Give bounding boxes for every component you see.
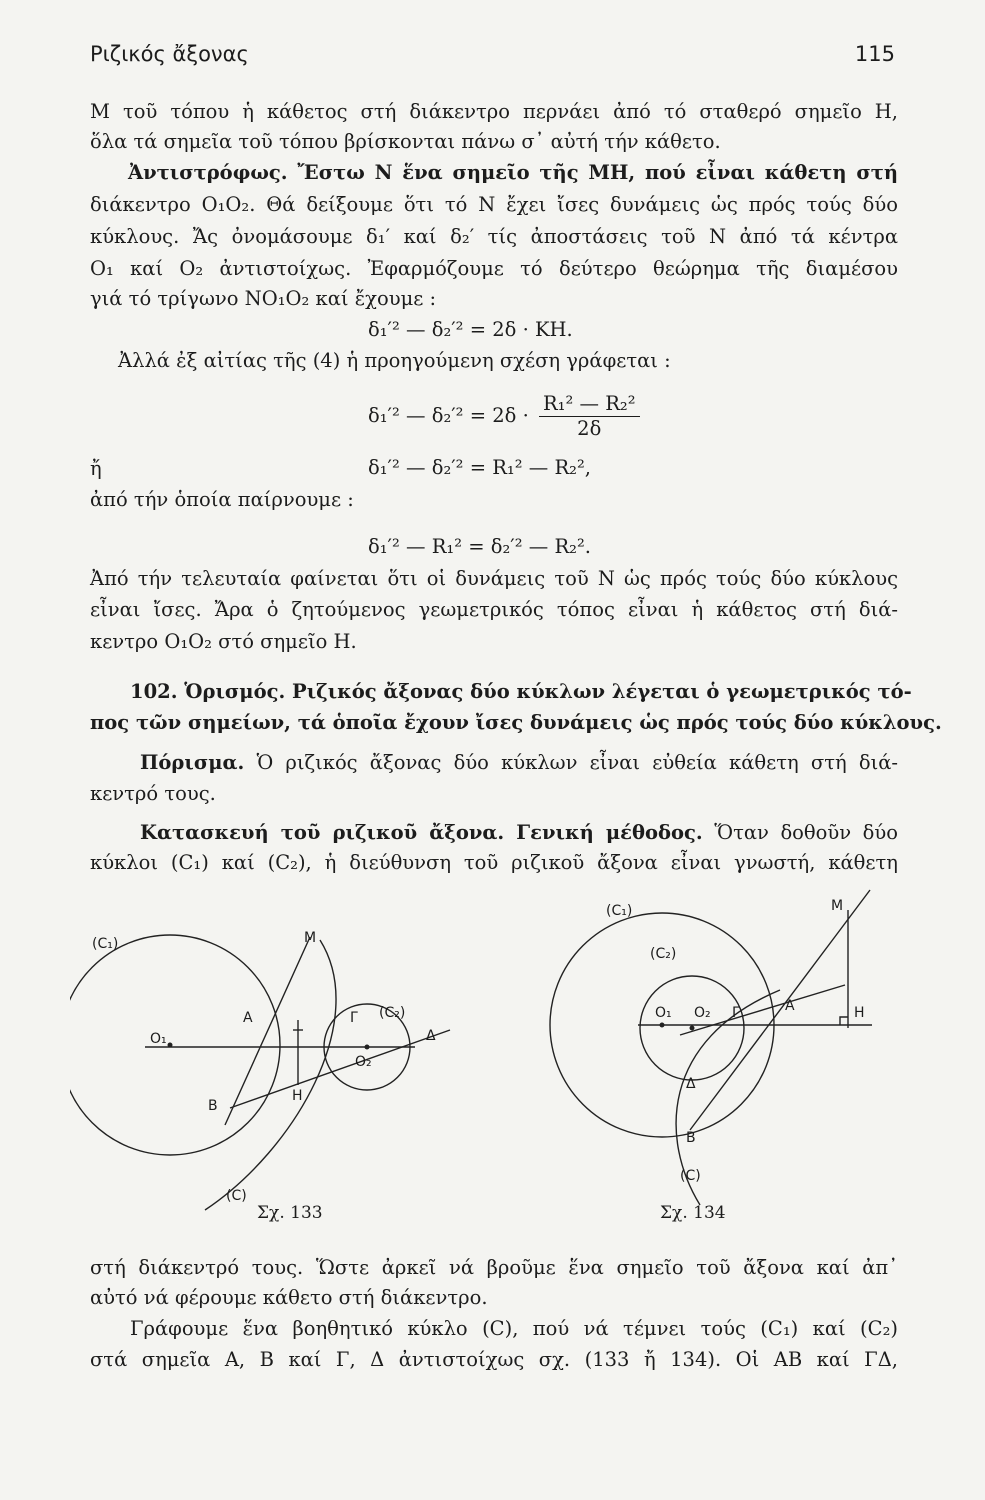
construction-line: στή διάκεντρό τους. Ὥστε ἀρκεῖ νά βροῦμε ἕνα σημεῖο τοῦ ἄξονα καί ἀπ᾽ (90, 1256, 898, 1279)
text-line: γιά τό τρίγωνο ΝΟ₁Ο₂ καί ἔχουμε : (90, 287, 437, 310)
label-c1: (C₁) (92, 936, 119, 952)
construction-line: κύκλοι (C₁) καί (C₂), ἡ διεύθυνση τοῦ ριζικοῦ ἄξονα εἶναι γνωστή, κάθετη (90, 851, 898, 874)
text-line: κύκλους. Ἄς ὀνομάσουμε δ₁′ καί δ₂′ τίς ἀποστάσεις τοῦ Ν ἀπό τά κέντρα (90, 225, 898, 248)
running-title: Ριζικός ἄξονας (90, 42, 249, 66)
corollary-line (140, 748, 898, 778)
label-m: Μ (304, 930, 317, 946)
equation-4: δ₁′² — R₁² = δ₂′² — R₂². (368, 535, 591, 558)
label-b: Β (686, 1130, 696, 1146)
construction-text: Ὅταν δοθοῦν δύο (714, 821, 898, 844)
label-h: Η (854, 1005, 865, 1021)
fraction-numerator: R₁² — R₂² (539, 392, 640, 417)
fraction (539, 392, 640, 441)
figure-133 (70, 880, 480, 1230)
label-c2: (C₂) (650, 946, 677, 962)
text-line (90, 158, 898, 188)
label-d: Δ (426, 1028, 436, 1044)
circle-c1 (70, 935, 280, 1155)
definition-line (130, 677, 912, 707)
converse-label: Ἀντιστρόφως. Ἔστω Ν ἕνα σημεῖο τῆς ΜΗ, πού εἶναι κάθετη στή (128, 161, 898, 184)
equation-2 (368, 392, 640, 441)
construction-heading: Κατασκευή τοῦ ριζικοῦ ἄξονα. Γενική μέθοδος. (140, 821, 703, 844)
text-line: κεντρο Ο₁Ο₂ στό σημεῖο Η. (90, 630, 357, 653)
label-o2: Ο₂ (355, 1054, 372, 1070)
text-line: ἀπό τήν ὁποία παίρνουμε : (90, 488, 354, 511)
auxiliary-circle-arc (205, 940, 336, 1210)
text-line: Ἀπό τήν τελευταία φαίνεται ὅτι οἱ δυνάμεις τοῦ Ν ὡς πρός τούς δύο κύκλους (90, 567, 898, 590)
label-o1: Ο₁ (150, 1031, 167, 1047)
label-o2: Ο₂ (694, 1005, 711, 1021)
label-b: Β (208, 1098, 218, 1114)
label-h: Η (292, 1088, 303, 1104)
text-line: ἤ (90, 457, 102, 480)
label-g: Γ (350, 1010, 358, 1026)
equation-1: δ₁′² — δ₂′² = 2δ · ΚΗ. (368, 318, 573, 341)
definition-text: Ριζικός ἄξονας δύο κύκλων λέγεται ὁ γεωμετρικός τό- (292, 680, 912, 703)
text-line: Ἀλλά ἐξ αἰτίας τῆς (4) ἡ προηγούμενη σχέση γράφεται : (118, 349, 671, 372)
label-d: Δ (686, 1076, 696, 1092)
fraction-denominator: 2δ (577, 417, 602, 440)
section-number: 102. (130, 680, 178, 703)
figure-134-caption: Σχ. 134 (660, 1203, 726, 1223)
figure-134 (540, 880, 885, 1225)
corollary-label: Πόρισμα. (140, 751, 245, 774)
label-c: (C) (226, 1188, 247, 1204)
text-line: εἶναι ἴσες. Ἄρα ὁ ζητούμενος γεωμετρικός τόπος εἶναι ἡ κάθετος στή διά- (90, 598, 898, 621)
corollary-text: Ὁ ριζικός ἄξονας δύο κύκλων εἶναι εὐθεία κάθετη στή διά- (256, 751, 899, 774)
label-c1: (C₁) (606, 903, 633, 919)
text-line: διάκεντρο Ο₁Ο₂. Θά δείξουμε ὅτι τό Ν ἔχει ἴσες δυνάμεις ὡς πρός τούς δύο (90, 193, 898, 216)
text-line: ὅλα τά σημεῖα τοῦ τόπου βρίσκονται πάνω σ᾽ αὐτή τήν κάθετο. (90, 130, 721, 153)
equation-3: δ₁′² — δ₂′² = R₁² — R₂², (368, 456, 591, 479)
label-a: Α (785, 998, 795, 1014)
definition-label: Ὁρισμός. (184, 680, 286, 703)
label-c2: (C₂) (379, 1005, 406, 1021)
page-header (90, 42, 895, 72)
page-number: 115 (854, 42, 895, 66)
construction-line: στά σημεῖα Α, Β καί Γ, Δ ἀντιστοίχως σχ. (133 ἤ 134). Οἱ ΑΒ καί ΓΔ, (90, 1348, 898, 1371)
right-angle-mark (840, 1017, 848, 1025)
equation-2-left: δ₁′² — δ₂′² = 2δ · (368, 404, 529, 427)
line-ab (690, 890, 870, 1130)
text-line: Μ τοῦ τόπου ἡ κάθετος στή διάκεντρο περνάει ἀπό τό σταθερό σημεῖο Η, (90, 100, 898, 123)
label-g: Γ (732, 1005, 740, 1021)
construction-line: Γράφουμε ἕνα βοηθητικό κύκλο (C), πού νά τέμνει τούς (C₁) καί (C₂) (130, 1317, 898, 1340)
label-c: (C) (680, 1168, 701, 1184)
construction-line (140, 818, 898, 848)
text-line: Ο₁ καί Ο₂ ἀντιστοίχως. Ἐφαρμόζουμε τό δεύτερο θεώρημα τῆς διαμέσου (90, 257, 898, 280)
label-m: Μ (831, 898, 844, 914)
label-o1: Ο₁ (655, 1005, 672, 1021)
construction-line: αὐτό νά φέρουμε κάθετο στή διάκεντρο. (90, 1286, 488, 1309)
label-a: Α (243, 1010, 253, 1026)
figure-133-caption: Σχ. 133 (257, 1203, 323, 1223)
corollary-line: κεντρό τους. (90, 782, 216, 805)
definition-line: πος τῶν σημείων, τά ὁποῖα ἔχουν ἴσες δυνάμεις ὡς πρός τούς δύο κύκλους. (90, 711, 942, 734)
